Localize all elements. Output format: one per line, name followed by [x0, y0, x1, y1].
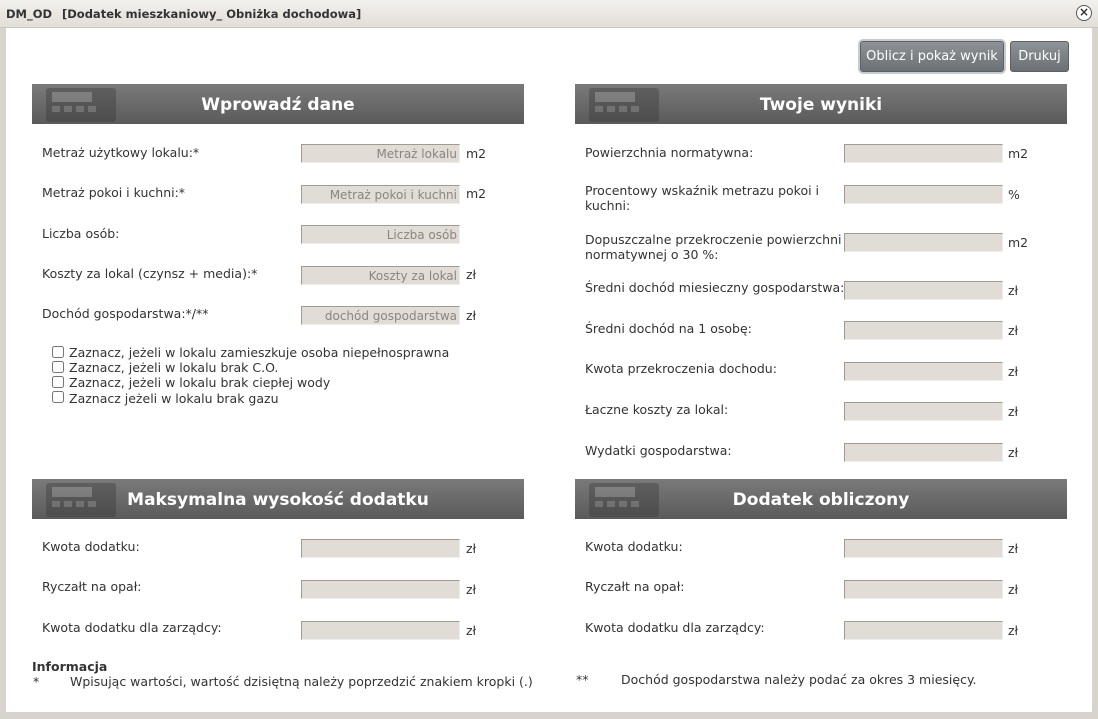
max-manager-unit: zł: [466, 623, 477, 638]
calc-amount-output: [844, 539, 1003, 558]
panel-header-max: [32, 479, 524, 519]
calculator-icon: [583, 84, 673, 124]
checkbox-label: Zaznacz, jeżeli w lokalu zamieszkuje osoba niepełnosprawna: [69, 345, 450, 360]
pct-output: [844, 185, 1003, 204]
panel-title-calculated: Dodatek obliczony: [732, 490, 910, 510]
max-amount-label: Kwota dodatku:: [42, 539, 140, 554]
costs-label: Koszty za lokal (czynsz + media):*: [42, 266, 258, 281]
avg-income-unit: zł: [1008, 283, 1019, 298]
income-input[interactable]: [301, 306, 460, 325]
info-title: Informacja: [32, 659, 108, 674]
avg-income-output: [844, 281, 1003, 300]
max-fuel-label: Ryczałt na opał:: [42, 579, 142, 594]
max-amount-unit: zł: [466, 541, 477, 556]
no-central-heating-checkbox[interactable]: [52, 361, 64, 373]
rooms-unit: m2: [466, 186, 487, 201]
calculator-icon: [40, 84, 130, 124]
calculator-icon: [583, 479, 673, 519]
max-fuel-unit: zł: [466, 582, 477, 597]
calc-fuel-unit: zł: [1008, 582, 1019, 597]
rooms-label: Metraż pokoi i kuchni:*: [42, 185, 186, 200]
norm-area-unit: m2: [1008, 146, 1029, 161]
over-income-output: [844, 362, 1003, 381]
pct-unit: %: [1008, 187, 1020, 202]
panel-header-results: [575, 84, 1067, 124]
print-button[interactable]: Drukuj: [1010, 41, 1069, 72]
income-unit: zł: [466, 308, 477, 323]
max-manager-label: Kwota dodatku dla zarządcy:: [42, 620, 222, 635]
window-frame-bottom: [0, 712, 1098, 719]
panel-header-input: [32, 84, 524, 124]
pct-label-line2: kuchni:: [585, 198, 631, 213]
excess-label-line1: Dopuszczalne przekroczenie powierzchni: [585, 232, 842, 247]
panel-title-max: Maksymalna wysokość dodatku: [127, 490, 429, 510]
no-gas-checkbox[interactable]: [52, 391, 64, 403]
calc-fuel-output: [844, 580, 1003, 599]
checkbox-label: Zaznacz, jeżeli w lokalu brak ciepłej wody: [69, 375, 331, 390]
avg-person-output: [844, 321, 1003, 340]
checkbox-label: Zaznacz, jeżeli w lokalu brak C.O.: [69, 360, 279, 375]
note2-text: Dochód gospodarstwa należy podać za okres 3 miesięcy.: [621, 672, 977, 687]
total-costs-output: [844, 402, 1003, 421]
note1-mark: *: [33, 674, 40, 689]
panel-title-results: Twoje wyniki: [759, 95, 883, 115]
costs-input[interactable]: [301, 266, 460, 285]
calculate-button[interactable]: Oblicz i pokaż wynik: [860, 41, 1004, 72]
area-label: Metraż użytkowy lokalu:*: [42, 145, 200, 160]
calc-amount-label: Kwota dodatku:: [585, 539, 683, 554]
area-unit: m2: [466, 146, 487, 161]
panel-header-calculated: [575, 479, 1067, 519]
avg-person-label: Średni dochód na 1 osobę:: [585, 321, 752, 336]
calc-fuel-label: Ryczałt na opał:: [585, 579, 685, 594]
panel-title-input: Wprowadź dane: [201, 95, 355, 115]
window-frame-left: [0, 28, 6, 719]
costs-unit: zł: [466, 267, 477, 282]
expenses-unit: zł: [1008, 445, 1019, 460]
max-manager-output: [301, 621, 460, 640]
no-hot-water-checkbox[interactable]: [52, 376, 64, 388]
avg-person-unit: zł: [1008, 323, 1019, 338]
calculator-icon: [40, 479, 130, 519]
excess-unit: m2: [1008, 235, 1029, 250]
calc-amount-unit: zł: [1008, 541, 1019, 556]
total-costs-unit: zł: [1008, 404, 1019, 419]
app-code: DM_OD: [6, 7, 53, 21]
title-bar: [0, 0, 1098, 28]
expenses-label: Wydatki gospodarstwa:: [585, 443, 732, 458]
excess-output: [844, 233, 1003, 252]
calc-manager-label: Kwota dodatku dla zarządcy:: [585, 620, 765, 635]
excess-label-line2: normatywnej o 30 %:: [585, 247, 719, 262]
disabled-person-checkbox[interactable]: [52, 346, 64, 358]
over-income-label: Kwota przekroczenia dochodu:: [585, 361, 777, 376]
pct-label-line1: Procentowy wskaźnik metrazu pokoi i: [585, 183, 820, 198]
avg-income-label: Średni dochód miesieczny gospodarstwa:: [585, 280, 845, 295]
note2-mark: **: [576, 672, 589, 687]
note1-text: Wpisując wartości, wartość dzisiętną należy poprzedzić znakiem kropki (.): [70, 674, 533, 689]
norm-area-label: Powierzchnia normatywna:: [585, 145, 754, 160]
calc-manager-unit: zł: [1008, 623, 1019, 638]
norm-area-output: [844, 144, 1003, 163]
area-input[interactable]: [301, 144, 460, 163]
rooms-input[interactable]: [301, 185, 460, 204]
max-amount-output: [301, 539, 460, 558]
income-label: Dochód gospodarstwa:*/**: [42, 306, 209, 321]
over-income-unit: zł: [1008, 364, 1019, 379]
close-icon[interactable]: ×: [1076, 5, 1092, 21]
calc-manager-output: [844, 621, 1003, 640]
persons-label: Liczba osób:: [42, 226, 120, 241]
window-frame-right: [1092, 28, 1098, 719]
expenses-output: [844, 443, 1003, 462]
checkbox-label: Zaznacz jeżeli w lokalu brak gazu: [69, 391, 279, 406]
total-costs-label: Łaczne koszty za lokal:: [585, 402, 729, 417]
max-fuel-output: [301, 580, 460, 599]
persons-input[interactable]: [301, 225, 460, 244]
window-title: [Dodatek mieszkaniowy_ Obniżka dochodowa]: [62, 7, 362, 21]
